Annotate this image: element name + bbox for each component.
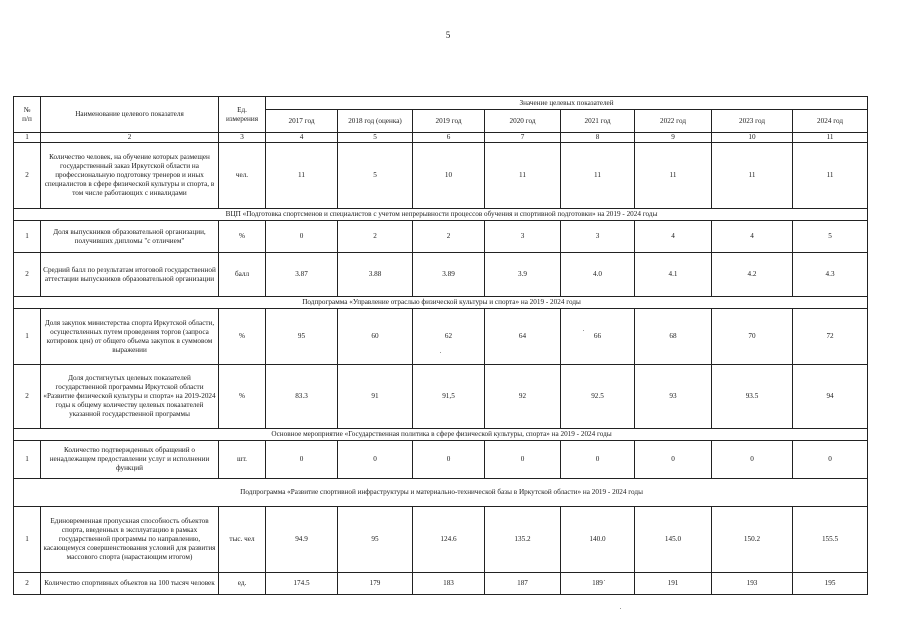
section-header — [14, 209, 868, 221]
indicator-value: 4.0 — [561, 253, 635, 297]
row-number: 1 — [14, 309, 41, 365]
table-row — [14, 365, 868, 429]
header-unit-line1: Ед. — [237, 105, 247, 114]
indicator-name: Доля достигнутых целевых показателей государственной программы Иркутской области «Развитие физической культуры и спорта» на 2019-2024 годы к общему количеству целевых показателей указанной государственной программы — [41, 365, 219, 429]
column-number: 7 — [485, 133, 561, 143]
indicator-value: 193 — [712, 573, 793, 595]
header-values-title: Значение целевых показателей — [266, 97, 868, 110]
row-number: 1 — [14, 221, 41, 253]
scan-speck — [620, 608, 621, 609]
indicator-value: 10 — [413, 143, 485, 209]
indicator-value: 183 — [413, 573, 485, 595]
row-number: 1 — [14, 507, 41, 573]
indicator-value: 2 — [338, 221, 413, 253]
scan-speck — [440, 352, 441, 353]
section-header — [14, 297, 868, 309]
indicator-value: 174.5 — [266, 573, 338, 595]
header-year: 2019 год — [413, 110, 485, 133]
indicator-value: 95 — [338, 507, 413, 573]
column-number: 10 — [712, 133, 793, 143]
column-number: 1 — [14, 133, 41, 143]
indicator-value: 3 — [561, 221, 635, 253]
header-year: 2020 год — [485, 110, 561, 133]
header-name: Наименование целевого показателя — [41, 97, 219, 133]
header-year: 2017 год — [266, 110, 338, 133]
indicator-value: 70 — [712, 309, 793, 365]
indicator-value: 4.3 — [793, 253, 868, 297]
indicator-value: 5 — [338, 143, 413, 209]
indicator-value: 0 — [266, 221, 338, 253]
section-header — [14, 429, 868, 441]
indicator-name: Средний балл по результатам итоговой государственной аттестации выпускников образовательной организации — [41, 253, 219, 297]
column-number: 11 — [793, 133, 868, 143]
indicator-value: 4.2 — [712, 253, 793, 297]
indicator-value: 91 — [338, 365, 413, 429]
indicator-value: 95 — [266, 309, 338, 365]
indicator-value: 60 — [338, 309, 413, 365]
header-unit-line2: измерения — [225, 114, 259, 123]
indicator-value: 0 — [485, 441, 561, 479]
indicator-value: 0 — [561, 441, 635, 479]
indicator-value: 140.0 — [561, 507, 635, 573]
indicator-value: 187 — [485, 573, 561, 595]
indicator-name: Количество человек, на обучение которых размещен государственный заказ Иркутской области на профессиональную подготовку тренеров и иных специалистов в сфере физической культуры и спорта, в том числе работающих с инвалидами — [41, 143, 219, 209]
indicator-value: 92 — [485, 365, 561, 429]
indicator-value: 2 — [413, 221, 485, 253]
indicator-value: 145.0 — [635, 507, 712, 573]
section-header — [14, 479, 868, 507]
indicator-value: 83.3 — [266, 365, 338, 429]
header-num — [14, 97, 41, 133]
indicator-value: 72 — [793, 309, 868, 365]
column-number-row — [14, 133, 868, 143]
row-number: 2 — [14, 365, 41, 429]
indicator-value: 94 — [793, 365, 868, 429]
indicator-value: 64 — [485, 309, 561, 365]
indicator-value: 66 — [561, 309, 635, 365]
indicator-value: 11 — [485, 143, 561, 209]
table-row — [14, 221, 868, 253]
indicator-value: 3.87 — [266, 253, 338, 297]
row-number: 2 — [14, 143, 41, 209]
indicator-value: 11 — [266, 143, 338, 209]
indicator-unit: % — [219, 309, 266, 365]
indicator-value: 124.6 — [413, 507, 485, 573]
indicator-unit: балл — [219, 253, 266, 297]
indicator-name: Единовременная пропускная способность объектов спорта, введенных в эксплуатацию в рамках государственной программы по направлению, касающемуся совершенствования условий для развития массового спорта (нарастающим итогом) — [41, 507, 219, 573]
indicator-value: 92.5 — [561, 365, 635, 429]
header-year: 2022 год — [635, 110, 712, 133]
scan-speck — [583, 330, 584, 331]
table-row — [14, 441, 868, 479]
header-year: 2021 год — [561, 110, 635, 133]
table-row — [14, 143, 868, 209]
column-number: 9 — [635, 133, 712, 143]
header-unit — [219, 97, 266, 133]
indicator-value: 3.9 — [485, 253, 561, 297]
indicator-value: 91,5 — [413, 365, 485, 429]
indicator-value: 189 — [561, 573, 635, 595]
indicator-unit: % — [219, 221, 266, 253]
indicator-name: Количество спортивных объектов на 100 тысяч человек — [41, 573, 219, 595]
column-number: 8 — [561, 133, 635, 143]
indicator-value: 5 — [793, 221, 868, 253]
indicator-value: 3 — [485, 221, 561, 253]
indicator-unit: чел. — [219, 143, 266, 209]
indicator-value: 191 — [635, 573, 712, 595]
indicator-value: 179 — [338, 573, 413, 595]
indicator-value: 195 — [793, 573, 868, 595]
indicator-value: 93 — [635, 365, 712, 429]
section-title: Основное мероприятие «Государственная политика в сфере физической культуры, спорта» на 2019 - 2024 годы — [14, 429, 868, 441]
header-year: 2018 год (оценка) — [338, 110, 413, 133]
indicator-value: 0 — [793, 441, 868, 479]
section-title: Подпрограмма «Развитие спортивной инфраструктуры и материально-технической базы в Иркутской области» на 2019 - 2024 годы — [14, 479, 868, 507]
indicator-unit: тыс. чел — [219, 507, 266, 573]
indicator-value: 0 — [635, 441, 712, 479]
indicator-value: 150.2 — [712, 507, 793, 573]
indicator-name: Доля закупок министерства спорта Иркутской области, осуществленных путем проведения торгов (запроса котировок цен) от общего объема закупок в суммовом выражении — [41, 309, 219, 365]
table-row — [14, 573, 868, 595]
table-row — [14, 507, 868, 573]
row-number: 2 — [14, 253, 41, 297]
indicators-table — [13, 96, 868, 595]
scan-speck — [604, 580, 605, 581]
section-title: Подпрограмма «Управление отраслью физической культуры и спорта» на 2019 - 2024 годы — [14, 297, 868, 309]
indicator-value: 3.88 — [338, 253, 413, 297]
indicator-value: 0 — [712, 441, 793, 479]
column-number: 3 — [219, 133, 266, 143]
indicator-value: 94.9 — [266, 507, 338, 573]
indicator-value: 11 — [793, 143, 868, 209]
indicator-value: 11 — [712, 143, 793, 209]
indicator-value: 93.5 — [712, 365, 793, 429]
column-number: 4 — [266, 133, 338, 143]
indicator-unit: ед. — [219, 573, 266, 595]
indicator-value: 68 — [635, 309, 712, 365]
indicator-value: 62 — [413, 309, 485, 365]
indicator-name: Количество подтвержденных обращений о ненадлежащем предоставлении услуг и исполнении функций — [41, 441, 219, 479]
indicator-value: 3.89 — [413, 253, 485, 297]
header-num-line2: п/п — [22, 114, 32, 123]
indicator-value: 135.2 — [485, 507, 561, 573]
row-number: 1 — [14, 441, 41, 479]
section-title: ВЦП «Подготовка спортсменов и специалистов с учетом непрерывности процессов обучения и спортивной подготовки» на 2019 - 2024 годы — [14, 209, 868, 221]
indicator-value: 4 — [712, 221, 793, 253]
indicator-value: 0 — [338, 441, 413, 479]
header-num-line1: № — [23, 105, 31, 114]
indicator-unit: % — [219, 365, 266, 429]
column-number: 2 — [41, 133, 219, 143]
page-number: 5 — [445, 30, 451, 40]
indicator-value: 11 — [561, 143, 635, 209]
indicator-value: 4.1 — [635, 253, 712, 297]
indicator-value: 0 — [413, 441, 485, 479]
table-row — [14, 253, 868, 297]
header-year: 2023 год — [712, 110, 793, 133]
column-number: 6 — [413, 133, 485, 143]
column-number: 5 — [338, 133, 413, 143]
row-number: 2 — [14, 573, 41, 595]
indicator-name: Доля выпускников образовательной организации, получивших дипломы "с отличием" — [41, 221, 219, 253]
indicator-value: 0 — [266, 441, 338, 479]
indicator-value: 11 — [635, 143, 712, 209]
header-year: 2024 год — [793, 110, 868, 133]
indicator-value: 4 — [635, 221, 712, 253]
indicator-value: 155.5 — [793, 507, 868, 573]
indicator-unit: шт. — [219, 441, 266, 479]
table-row — [14, 309, 868, 365]
